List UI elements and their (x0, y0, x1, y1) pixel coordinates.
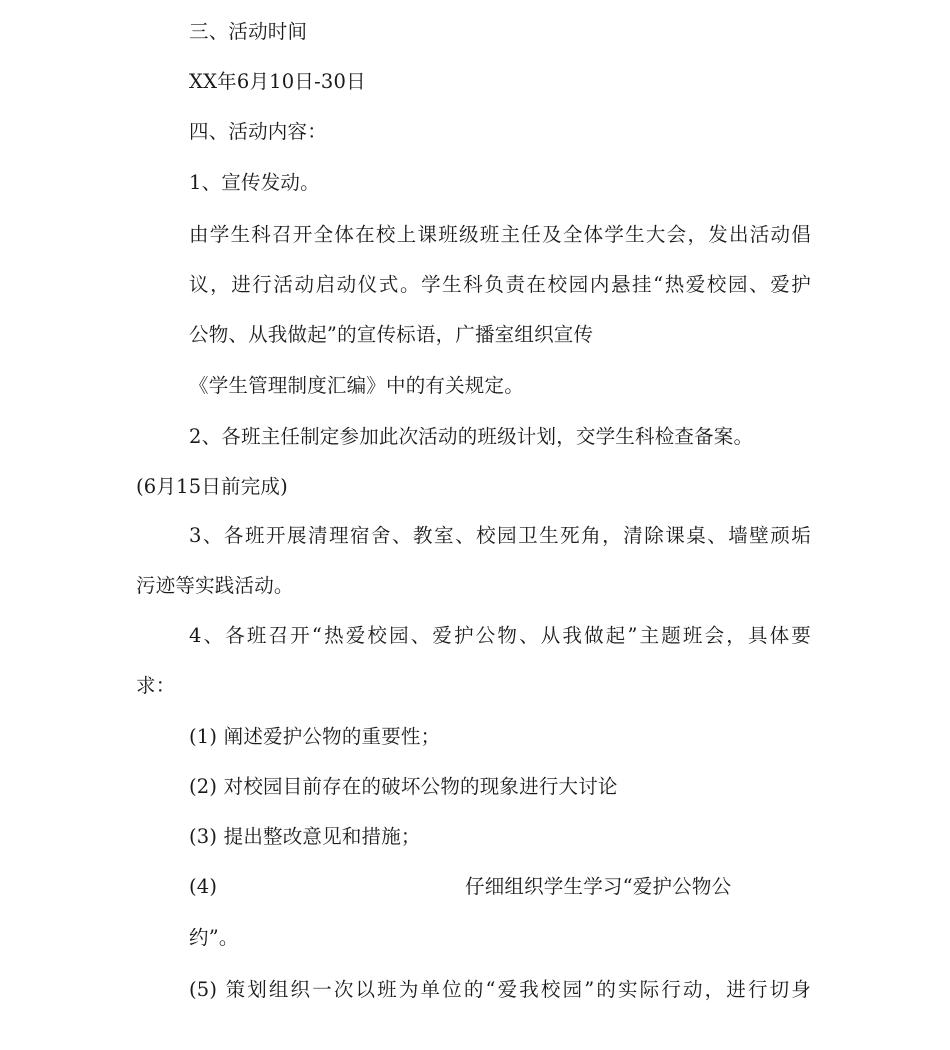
item-2-deadline: (6月15日前完成) (136, 475, 288, 498)
activity-date-range: XX年6月10日-30日 (189, 70, 366, 93)
item-3-text: 3、各班开展清理宿舍、教室、校园卫生死角，清除课桌、墙壁顽垢 (189, 524, 811, 547)
item-4-text-cont: 求： (136, 674, 176, 697)
paragraph-line: 议，进行活动启动仪式。学生科负责在校园内悬挂“热爱校园、爱护 (189, 273, 811, 296)
item-4-text: 4、各班召开“热爱校园、爱护公物、从我做起”主题班会，具体要 (189, 624, 811, 647)
sub-item-4-text: 仔细组织学生学习“爱护公物公 (465, 875, 732, 898)
sub-item-2: (2) 对校园目前存在的破坏公物的现象进行大讨论 (189, 775, 618, 798)
item-1-heading: 1、宣传发动。 (189, 171, 320, 194)
sub-item-1: (1) 阐述爱护公物的重要性； (189, 725, 441, 748)
sub-item-5: (5) 策划组织一次以班为单位的“爱我校园”的实际行动，进行切身 (189, 978, 811, 1001)
paragraph-line: 由学生科召开全体在校上课班级班主任及全体学生大会，发出活动倡 (189, 223, 811, 246)
section-heading-activity-time: 三、活动时间 (189, 20, 308, 43)
item-3-text-cont: 污迹等实践活动。 (136, 574, 294, 597)
item-2-text: 2、各班主任制定参加此次活动的班级计划，交学生科检查备案。 (189, 425, 754, 448)
sub-item-4-number: (4) (189, 875, 218, 898)
sub-item-4-text-cont: 约”。 (189, 926, 239, 949)
paragraph-line: 公物、从我做起”的宣传标语，广播室组织宣传 (189, 323, 594, 346)
paragraph-line: 《学生管理制度汇编》中的有关规定。 (189, 374, 524, 397)
sub-item-3: (3) 提出整改意见和措施； (189, 825, 421, 848)
section-heading-activity-content: 四、活动内容： (189, 120, 327, 143)
